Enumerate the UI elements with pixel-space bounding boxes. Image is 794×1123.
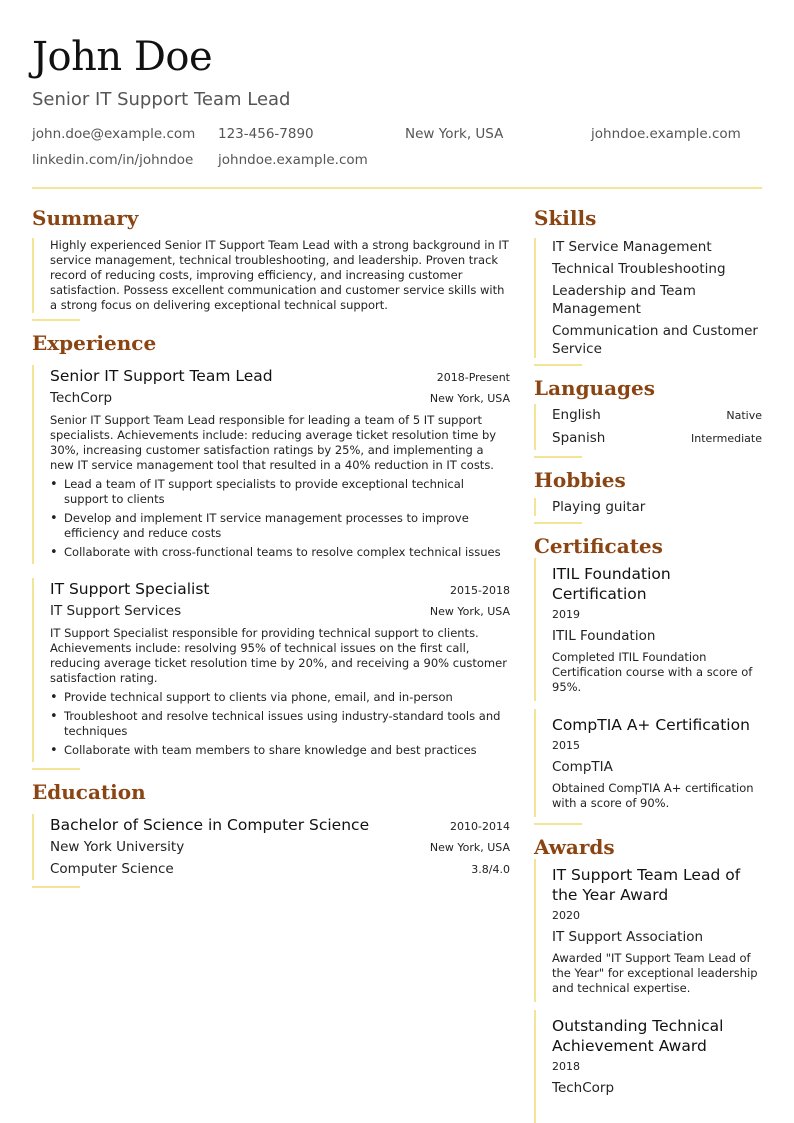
certificate-description: Completed ITIL Foundation Certification course with a score of 95%. bbox=[552, 650, 753, 694]
job-title: IT Support Specialist bbox=[50, 580, 210, 598]
summary-heading: Summary bbox=[32, 206, 139, 230]
list-item bbox=[552, 404, 762, 427]
job-bullets bbox=[50, 477, 510, 564]
language-level: Intermediate bbox=[691, 432, 762, 445]
languages-section bbox=[534, 376, 762, 458]
summary-section bbox=[32, 206, 510, 321]
location-text: New York, USA bbox=[405, 126, 504, 142]
job-title: Senior IT Support Team Lead bbox=[50, 367, 273, 385]
job-bullets bbox=[50, 690, 510, 762]
section-divider bbox=[534, 364, 582, 366]
resume-header bbox=[32, 34, 762, 186]
language-name: English bbox=[552, 407, 601, 423]
hobbies-section bbox=[534, 468, 762, 524]
certificate-description: Obtained CompTIA A+ certification with a score of 90%. bbox=[552, 781, 754, 810]
experience-heading: Experience bbox=[32, 331, 157, 355]
award-year: 2020 bbox=[552, 909, 580, 922]
job-location: New York, USA bbox=[429, 605, 510, 618]
job-location: New York, USA bbox=[429, 392, 510, 405]
job-dates: 2018-Present bbox=[436, 371, 510, 384]
award-title: Outstanding Technical Achievement Award bbox=[552, 1017, 724, 1055]
person-name: John Doe bbox=[32, 34, 213, 80]
certificate-year: 2019 bbox=[552, 608, 580, 621]
website-link-secondary[interactable]: johndoe.example.com bbox=[218, 152, 368, 168]
job-dates: 2015-2018 bbox=[450, 584, 510, 597]
job-description: IT Support Specialist responsible for providing technical support to clients. Achievements include: resolving 95% of technical issues on the first call, reducing average ticket resolution time by 20%, and receiving a 90% customer satisfaction rating. bbox=[50, 626, 507, 685]
list-item: • Develop and implement IT service management processes to improve efficiency and reduce costs bbox=[50, 511, 510, 541]
award-title: IT Support Team Lead of the Year Award bbox=[552, 866, 741, 904]
language-level: Native bbox=[726, 409, 762, 422]
gpa-value: 3.8/4.0 bbox=[471, 863, 510, 876]
job-company: TechCorp bbox=[50, 390, 113, 406]
section-divider bbox=[32, 886, 80, 888]
list-item: Technical Troubleshooting bbox=[552, 261, 726, 277]
section-divider bbox=[534, 456, 582, 458]
hobbies-heading: Hobbies bbox=[534, 468, 626, 492]
section-divider bbox=[32, 768, 80, 770]
section-divider bbox=[534, 823, 582, 825]
education-section bbox=[32, 780, 510, 888]
list-item: • Provide technical support to clients via phone, email, and in-person bbox=[50, 690, 510, 705]
summary-text: Highly experienced Senior IT Support Team Lead with a strong background in IT service management, technical troubleshooting, and leadership. Proven track record of reducing costs, improving efficiency, and increasing customer satisfaction. Possess excellent communication and customer service skills with a strong focus on delivering exceptional technical support. bbox=[32, 238, 510, 313]
award-entry bbox=[534, 1010, 762, 1123]
section-divider bbox=[534, 522, 582, 524]
email-link[interactable]: john.doe@example.com bbox=[32, 126, 196, 142]
experience-section bbox=[32, 331, 510, 770]
header-divider bbox=[32, 187, 762, 189]
certificate-title: CompTIA A+ Certification bbox=[552, 716, 750, 734]
list-item: • Collaborate with cross-functional teams to resolve complex technical issues bbox=[50, 545, 510, 560]
degree-title: Bachelor of Science in Computer Science bbox=[50, 816, 370, 834]
main-column bbox=[32, 206, 510, 898]
certificates-section bbox=[534, 534, 762, 825]
award-entry bbox=[534, 859, 762, 1002]
award-description: Awarded "IT Support Team Lead of the Year" for exceptional leadership and technical expertise. bbox=[552, 951, 758, 995]
certificate-org: CompTIA bbox=[552, 759, 613, 775]
school-location: New York, USA bbox=[429, 841, 510, 854]
languages-list bbox=[534, 404, 762, 450]
job-description: Senior IT Support Team Lead responsible for leading a team of 5 IT support specialists. Achievements include: reducing average ticket resolution time by 30%, increasing customer satisfaction ratings by 25%, and implementing a new IT service management tool that resulted in a 40% reduction in IT costs. bbox=[50, 413, 497, 472]
awards-heading: Awards bbox=[534, 835, 615, 859]
hobbies-list bbox=[534, 498, 762, 516]
section-divider bbox=[32, 319, 80, 321]
certificate-year: 2015 bbox=[552, 739, 580, 752]
list-item: Communication and Customer Service bbox=[552, 323, 758, 357]
list-item: Leadership and Team Management bbox=[552, 283, 696, 317]
list-item: IT Service Management bbox=[552, 239, 712, 255]
list-item: • Lead a team of IT support specialists to provide exceptional technical support to clients bbox=[50, 477, 510, 507]
skills-section bbox=[534, 206, 762, 366]
languages-heading: Languages bbox=[534, 376, 656, 400]
list-item: • Collaborate with team members to share knowledge and best practices bbox=[50, 743, 510, 758]
job-headline: Senior IT Support Team Lead bbox=[32, 89, 291, 110]
language-name: Spanish bbox=[552, 430, 606, 446]
award-year: 2018 bbox=[552, 1060, 580, 1073]
school-name: New York University bbox=[50, 839, 185, 855]
contact-info bbox=[32, 126, 762, 186]
skills-list bbox=[534, 238, 762, 358]
award-org: IT Support Association bbox=[552, 929, 704, 945]
certificate-entry bbox=[534, 709, 762, 817]
study-field: Computer Science bbox=[50, 861, 174, 877]
list-item: • Troubleshoot and resolve technical issues using industry-standard tools and techniques bbox=[50, 709, 510, 739]
certificate-entry bbox=[534, 558, 762, 701]
skills-heading: Skills bbox=[534, 206, 597, 230]
job-entry bbox=[32, 365, 510, 564]
certificate-title: ITIL Foundation Certification bbox=[552, 565, 671, 603]
list-item bbox=[552, 427, 762, 450]
certificate-org: ITIL Foundation bbox=[552, 628, 656, 644]
award-org: TechCorp bbox=[552, 1080, 615, 1096]
linkedin-link[interactable]: linkedin.com/in/johndoe bbox=[32, 152, 194, 168]
education-entry bbox=[32, 814, 510, 880]
phone-number: 123-456-7890 bbox=[218, 126, 314, 142]
side-column bbox=[534, 206, 762, 1123]
list-item: Playing guitar bbox=[552, 499, 646, 515]
job-company: IT Support Services bbox=[50, 603, 182, 619]
certificates-heading: Certificates bbox=[534, 534, 663, 558]
education-heading: Education bbox=[32, 780, 146, 804]
website-link[interactable]: johndoe.example.com bbox=[591, 126, 741, 142]
job-entry bbox=[32, 578, 510, 762]
education-dates: 2010-2014 bbox=[450, 820, 510, 833]
awards-section bbox=[534, 835, 762, 1123]
